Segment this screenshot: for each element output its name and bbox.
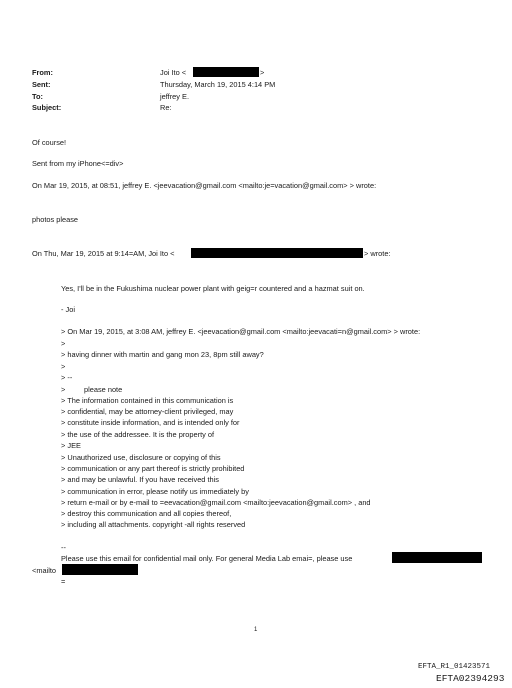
body-line: On Thu, Mar 19, 2015 at 9:14=AM, Joi Ito < (32, 249, 175, 258)
redaction-box (392, 552, 482, 563)
quote-line: > the use of the addressee. It is the property of (61, 430, 215, 439)
quote-line: -- (61, 543, 66, 552)
bates-id-small: EFTA_R1_01423571 (418, 663, 491, 671)
redaction-box (62, 564, 138, 575)
quote-line: > having dinner with martin and gang mon 23, 8pm still away? (61, 350, 264, 359)
body-line: photos please (32, 215, 79, 224)
bates-id: EFTA02394293 (436, 673, 505, 684)
to-value: jeffrey E. (160, 92, 190, 101)
redaction-box (193, 67, 259, 77)
body-line: On Mar 19, 2015, at 08:51, jeffrey E. <jeevacation@gmail.com <mailto:je=vacation@gmail.com> > wrote: (32, 181, 377, 190)
quote-line: > Unauthorized use, disclosure or copying of this (61, 453, 221, 462)
quote-line: > (61, 362, 66, 371)
sent-label: Sent: (32, 80, 51, 89)
quote-line: > JEE (61, 441, 81, 450)
body-line: Of course! (32, 138, 67, 147)
body-line: Sent from my iPhone<=div> (32, 159, 124, 168)
quote-line: please note (84, 385, 123, 394)
quote-line: > communication in error, please notify us immediately by (61, 487, 249, 496)
quote-line: - Joi (61, 305, 75, 314)
quote-line: > return e-mail or by e-mail to =eevacation@gmail.com <mailto:jeevacation@gmail.com> , and (61, 498, 371, 507)
quote-line: > including all attachments. copyright -all rights reserved (61, 520, 246, 529)
page-number: 1 (254, 627, 258, 633)
quote-line: > The information contained in this communication is (61, 396, 234, 405)
subject-label: Subject: (32, 103, 62, 112)
redaction-box (191, 248, 363, 258)
quote-line: = (61, 577, 66, 586)
quote-line: > (61, 385, 66, 394)
to-label: To: (32, 92, 43, 101)
quote-line: Please use this email for confidential mail only. For general Media Lab emai=, please use (61, 554, 353, 563)
from-label: From: (32, 68, 53, 77)
quote-line: > destroy this communication and all copies thereof, (61, 509, 232, 518)
subject-value: Re: (160, 103, 172, 112)
quote-line: > constitute inside information, and is intended only for (61, 418, 240, 427)
quote-line: Yes, I'll be in the Fukushima nuclear power plant with geig=r countered and a hazmat suit on. (61, 284, 365, 293)
quote-line: > and may be unlawful. If you have received this (61, 475, 219, 484)
quote-line: > confidential, may be attorney-client privileged, may (61, 407, 234, 416)
from-value: Joi Ito < (160, 68, 187, 77)
quote-line: > communication or any part thereof is strictly prohibited (61, 464, 245, 473)
quote-line: <mailto (32, 566, 57, 575)
sent-value: Thursday, March 19, 2015 4:14 PM (160, 80, 276, 89)
quote-line: > -- (61, 373, 73, 382)
body-line: > wrote: (364, 249, 391, 258)
quote-line: > On Mar 19, 2015, at 3:08 AM, jeffrey E. <jeevacation@gmail.com <mailto:jeevacati=n@gmail.com> > wrote: (61, 327, 421, 336)
quote-line: > (61, 339, 66, 348)
from-tail: > (260, 68, 265, 77)
